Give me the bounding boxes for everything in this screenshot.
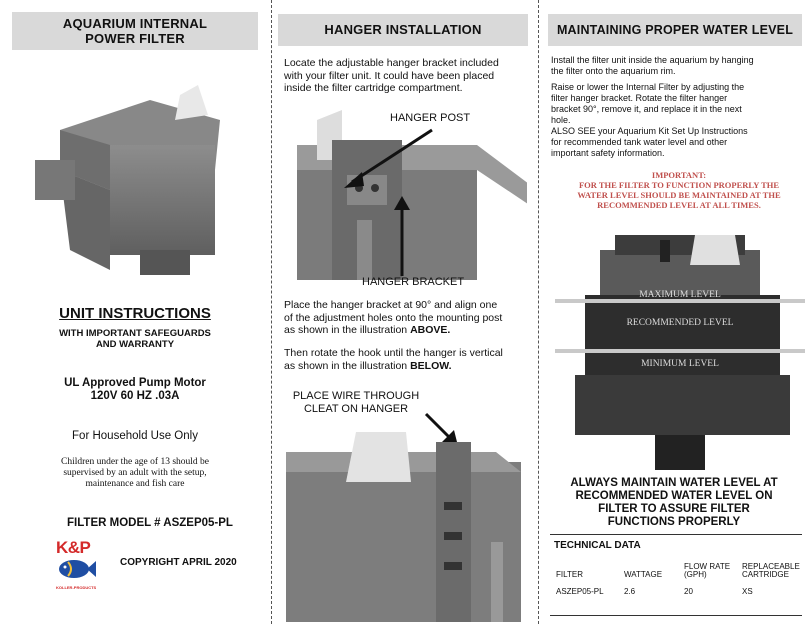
koller-products-logo [56, 538, 106, 590]
tech-header-row [554, 563, 804, 579]
panel-water-level [540, 0, 808, 624]
panel-cover [0, 0, 270, 624]
arrow-to-post-icon [342, 126, 442, 196]
important-line3: WATER LEVEL SHOULD BE MAINTAINED AT THE [577, 190, 781, 200]
logo-subtext: KOLLER-PRODUCTS [56, 585, 97, 590]
tech-wattage-value: 2.6 [624, 587, 636, 596]
cover-header [12, 12, 258, 50]
copyright: COPYRIGHT APRIL 2020 [120, 557, 237, 568]
adjust-line3: bracket 90°, remove it, and replace it in the next [551, 104, 742, 114]
always-line1: ALWAYS MAINTAIN WATER LEVEL AT [570, 477, 778, 489]
hanger-header: HANGER INSTALLATION [278, 14, 528, 46]
tech-header-flow-line1: FLOW RATE [684, 562, 731, 571]
motor-line2: 120V 60 HZ .03A [90, 390, 180, 402]
important-notice [548, 170, 808, 210]
tech-flow-value: 20 [684, 587, 693, 596]
tech-header-cartridge-line1: REPLACEABLE [742, 562, 800, 571]
intro-line3: inside the filter cartridge compartment. [284, 82, 463, 94]
tech-data-table [554, 563, 804, 596]
always-line4: FUNCTIONS PROPERLY [607, 516, 741, 528]
cover-header-line1: AQUARIUM INTERNAL [62, 16, 208, 31]
label-hanger-post: HANGER POST [390, 112, 471, 124]
step1-above: ABOVE. [410, 324, 451, 336]
children-warning [0, 457, 270, 490]
safeguards-text [0, 328, 270, 350]
motor-spec [0, 377, 270, 403]
adjust-line6: for recommended tank water level and other [551, 137, 728, 147]
adjust-line4: hole. [551, 115, 571, 125]
safeguards-line1: WITH IMPORTANT SAFEGUARDS [59, 328, 211, 339]
step1-line2: of the adjustment holes onto the mounting post [284, 311, 503, 324]
adjust-line5: ALSO SEE your Aquarium Kit Set Up Instructions [551, 126, 748, 136]
safeguards-line2: AND WARRANTY [95, 339, 175, 350]
minimum-level-label: MINIMUM LEVEL [641, 359, 719, 369]
intro-line1: Locate the adjustable hanger bracket included [284, 57, 499, 69]
step1-text [284, 299, 539, 337]
hanger-vertical-illustration [286, 432, 531, 622]
tech-divider [550, 534, 802, 535]
tech-cartridge-value: XS [742, 587, 753, 596]
install-line1: Install the filter unit inside the aquarium by hanging [551, 55, 754, 65]
always-maintain-text [540, 477, 808, 529]
logo-text: K&P [56, 538, 91, 557]
hanger-intro [284, 57, 534, 95]
install-line2: the filter onto the aquarium rim. [551, 66, 676, 76]
always-line2: RECOMMENDED WATER LEVEL ON [575, 490, 773, 502]
important-line1: IMPORTANT: [651, 170, 707, 180]
household-use: For Household Use Only [72, 430, 198, 442]
motor-line1: UL Approved Pump Motor [64, 377, 206, 389]
table-row [554, 587, 804, 596]
always-line3: FILTER TO ASSURE FILTER [598, 503, 750, 515]
label-wire-cleat [286, 390, 426, 415]
filter-model: FILTER MODEL # ASZEP05-PL [67, 517, 233, 529]
adjust-line7: important safety information. [551, 148, 665, 158]
step2-below: BELOW. [410, 359, 452, 372]
tech-header-flow [682, 563, 740, 579]
step2-text [284, 347, 539, 372]
fish-icon [56, 558, 96, 580]
wire-line1: PLACE WIRE THROUGH [292, 390, 420, 402]
intro-line2: with your filter unit. It could have been placed [284, 69, 495, 82]
tech-header-wattage: WATTAGE [624, 570, 663, 579]
water-level-header: MAINTAINING PROPER WATER LEVEL [548, 14, 802, 46]
unit-instructions-title: UNIT INSTRUCTIONS [59, 305, 211, 322]
tech-filter-value: ASZEP05-PL [556, 587, 604, 596]
tech-header-flow-line2: (GPH) [684, 570, 707, 579]
tech-header-cartridge-line2: CARTRIDGE [742, 570, 789, 579]
install-text [551, 55, 806, 77]
filter-product-image [30, 80, 240, 280]
maximum-level-label: MAXIMUM LEVEL [639, 290, 721, 300]
tech-header-filter: FILTER [556, 570, 583, 579]
step2-line2: as shown in the illustration [284, 359, 411, 372]
tech-bottom-divider [550, 615, 802, 616]
step2-line1: Then rotate the hook until the hanger is vertical [284, 347, 503, 359]
panel-hanger [272, 0, 537, 624]
adjust-line2: filter hanger bracket. Rotate the filter hanger [551, 93, 728, 103]
step1-line3: as shown in the illustration [284, 324, 411, 336]
important-line4: RECOMMENDED LEVEL AT ALL TIMES. [597, 200, 761, 210]
tech-data-title: TECHNICAL DATA [554, 540, 641, 551]
important-line2: FOR THE FILTER TO FUNCTION PROPERLY THE [578, 180, 780, 190]
adjust-line1: Raise or lower the Internal Filter by adjusting the [551, 82, 745, 92]
children-line2: supervised by an adult with the setup, [63, 468, 207, 478]
label-hanger-bracket: HANGER BRACKET [362, 276, 465, 288]
arrow-to-bracket-icon [394, 196, 410, 276]
recommended-level-label: RECOMMENDED LEVEL [626, 318, 734, 328]
cover-header-line2: POWER FILTER [85, 31, 185, 46]
step1-line1: Place the hanger bracket at 90° and align one [284, 299, 498, 311]
tech-header-cartridge [740, 563, 804, 579]
children-line1: Children under the age of 13 should be [60, 457, 209, 467]
wire-line2: CLEAT ON HANGER [303, 402, 409, 415]
children-line3: maintenance and fish care [85, 479, 185, 489]
adjust-text [551, 82, 806, 159]
water-level-illustration [555, 235, 805, 470]
